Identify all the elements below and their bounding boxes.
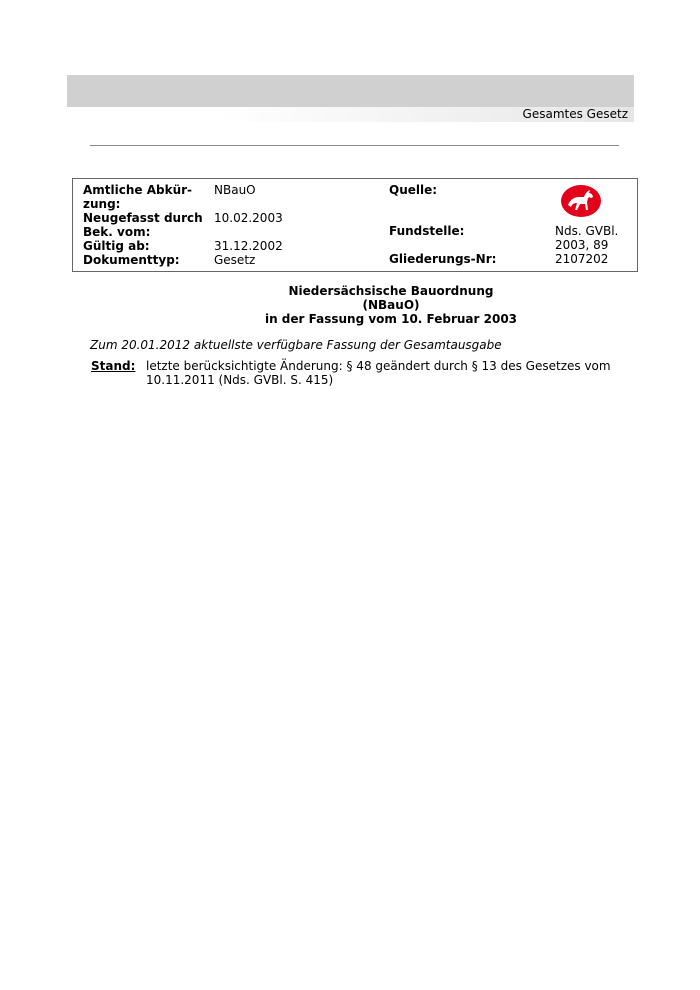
title-line-3: in der Fassung vom 10. Februar 2003 [264, 312, 518, 326]
abbreviation-label: Amtliche Abkür- zung: [83, 183, 193, 211]
title-line-2: (NBauO) [362, 298, 420, 312]
doc-type-value: Gesetz [214, 253, 256, 267]
metadata-box [72, 178, 638, 272]
citation-label: Fundstelle: [389, 224, 465, 238]
source-label: Quelle: [389, 183, 438, 197]
edition-note: Zum 20.01.2012 aktuellste verfügbare Fassung der Gesamtausgabe [90, 338, 502, 352]
reissued-value: 10.02.2003 [214, 211, 283, 225]
classification-value: 2107202 [555, 252, 609, 266]
valid-from-label: Gültig ab: [83, 239, 150, 253]
citation-value: Nds. GVBl. 2003, 89 [555, 224, 619, 252]
abbreviation-value: NBauO [214, 183, 256, 197]
separator-rule [90, 145, 619, 146]
header-band [67, 75, 634, 107]
classification-label: Gliederungs-Nr: [389, 252, 497, 266]
document-title [90, 284, 692, 326]
header-label: Gesamtes Gesetz [522, 107, 628, 121]
stand-label: Stand: [91, 359, 136, 373]
title-line-1: Niedersächsische Bauordnung [288, 284, 494, 298]
doc-type-label: Dokumenttyp: [83, 253, 180, 267]
valid-from-value: 31.12.2002 [214, 239, 283, 253]
stand-text: letzte berücksichtigte Änderung: § 48 geändert durch § 13 des Gesetzes vom 10.11.2011 (Nds. GVBl. S. 415) [146, 359, 611, 387]
lower-saxony-horse-icon [560, 184, 602, 218]
reissued-label: Neugefasst durch Bek. vom: [83, 211, 203, 239]
